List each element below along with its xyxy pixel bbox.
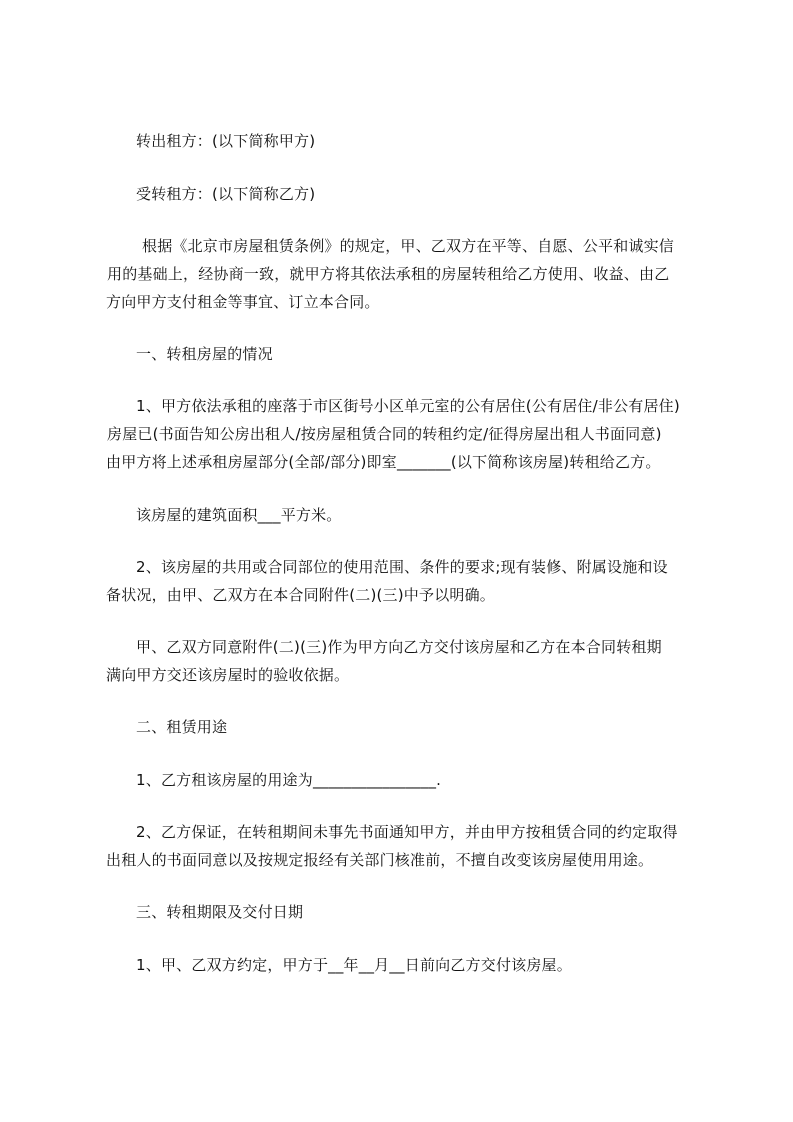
clause-2-2-line-1: 2、乙方保证，在转租期间未事先书面通知甲方，并由甲方按租赁合同的约定取得 [136, 823, 678, 841]
section-1-heading: 一、转租房屋的情况 [136, 345, 273, 363]
clause-1-1-line-3: 由甲方将上述承租房屋部分(全部/部分)即室_______(以下简称该房屋)转租给乙方。 [106, 453, 661, 471]
section-2-heading: 二、租赁用途 [136, 718, 228, 736]
clause-1-1-line-2: 房屋已(书面告知公房出租人/按房屋租赁合同的转租约定/征得房屋出租人书面同意) [107, 425, 662, 443]
clause-2-2-line-2: 出租人的书面同意以及按规定报经有关部门核准前，不擅自改变该房屋使用用途。 [106, 851, 654, 869]
clause-3-1: 1、甲、乙双方约定，甲方于__年__月__日前向乙方交付该房屋。 [136, 956, 572, 974]
party-a-line: 转出租方：(以下简称甲方) [136, 132, 316, 150]
party-b-line: 受转租方：(以下简称乙方) [136, 185, 316, 203]
preamble-line-3: 方向甲方支付租金等事宜、订立本合同。 [106, 293, 380, 311]
clause-1-1-line-1: 1、甲方依法承租的座落于市区街号小区单元室的公有居住(公有居住/非公有居住) [136, 397, 680, 415]
section-3-heading: 三、转租期限及交付日期 [136, 903, 304, 921]
clause-1-2-line-1: 2、该房屋的共用或合同部位的使用范围、条件的要求;现有装修、附属设施和设 [136, 558, 668, 576]
annex-agreement-line-2: 满向甲方交还该房屋时的验收依据。 [106, 666, 350, 684]
annex-agreement-line-1: 甲、乙双方同意附件(二)(三)作为甲方向乙方交付该房屋和乙方在本合同转租期 [136, 638, 662, 656]
preamble-line-1: 根据《北京市房屋租赁条例》的规定，甲、乙双方在平等、自愿、公平和诚实信 [142, 237, 675, 255]
preamble-line-2: 用的基础上，经协商一致，就甲方将其依法承租的房屋转租给乙方使用、收益、由乙 [107, 265, 670, 283]
clause-2-1: 1、乙方租该房屋的用途为________________. [136, 771, 442, 789]
clause-1-2-line-2: 备状况，由甲、乙双方在本合同附件(二)(三)中予以明确。 [106, 586, 496, 604]
building-area-line: 该房屋的建筑面积___平方米。 [136, 506, 342, 524]
